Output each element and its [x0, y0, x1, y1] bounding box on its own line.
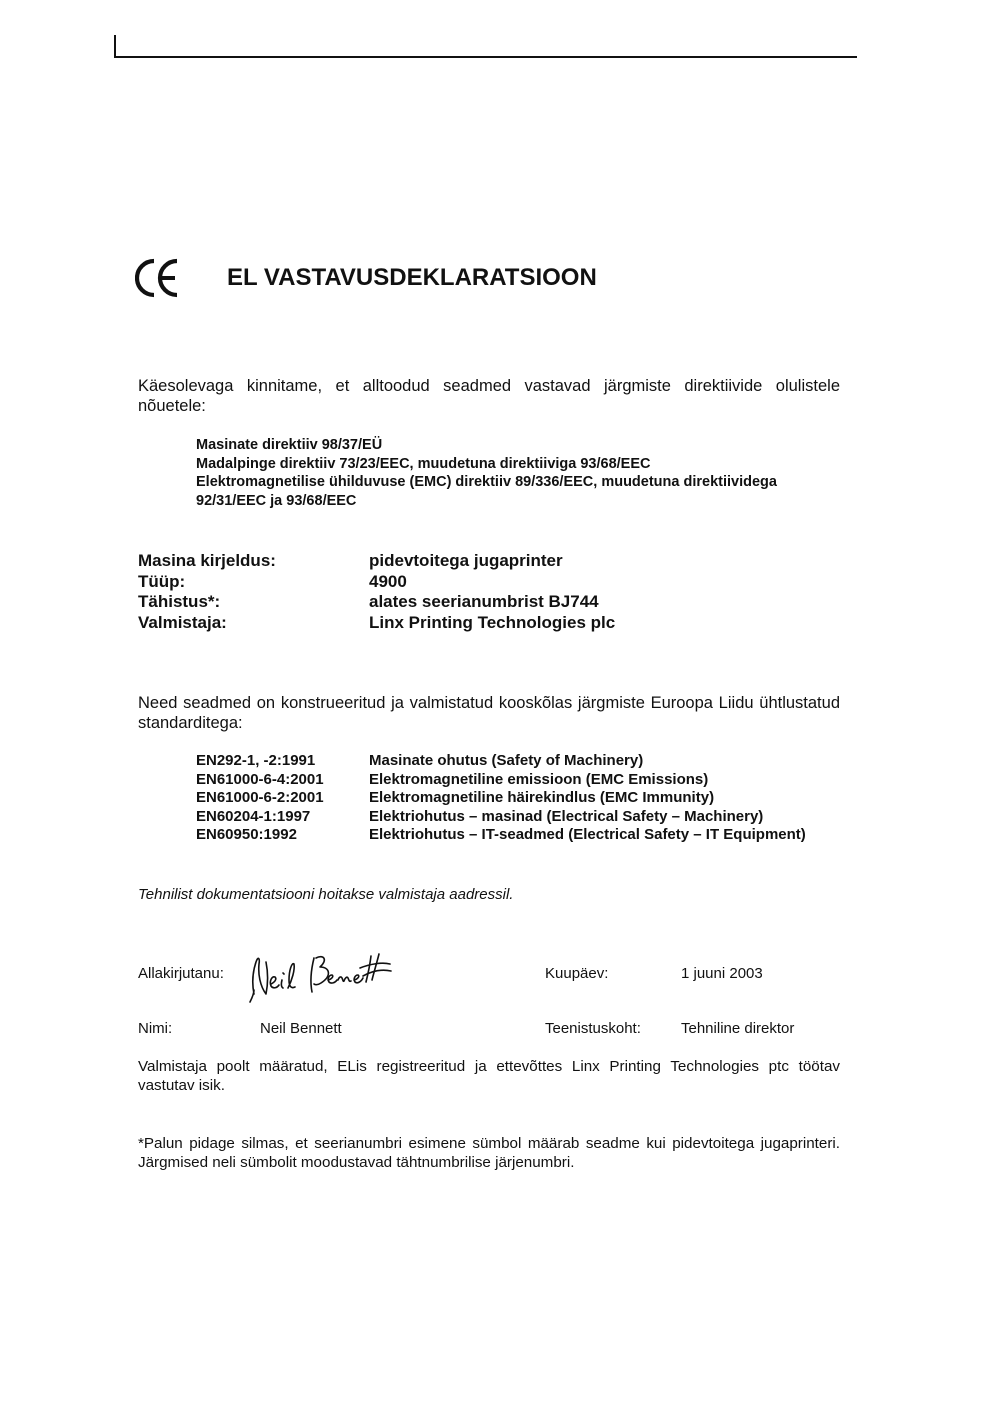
name-value: Neil Bennett — [260, 1020, 342, 1037]
standard-description: Elektriohutus – IT-seadmed (Electrical Safety – IT Equipment) — [369, 826, 806, 844]
spec-row — [138, 572, 615, 593]
standard-row — [196, 752, 806, 771]
spec-label: Tähistus*: — [138, 592, 221, 611]
standard-code: EN60204-1:1997 — [196, 807, 311, 825]
header-rule — [114, 56, 857, 58]
standard-code: EN292-1, -2:1991 — [196, 752, 316, 769]
ce-mark-icon — [135, 257, 183, 299]
date-label: Kuupäev: — [545, 965, 609, 982]
responsible-person-note: Valmistaja poolt määratud, ELis registreeritud ja ettevõttes Linx Printing Technologies ptc töötav vastutav isik. — [138, 1058, 840, 1094]
spec-row — [138, 592, 615, 613]
standard-row — [196, 826, 806, 845]
intro-paragraph: Käesolevaga kinnitame, et alltoodud seadmed vastavad järgmiste direktiivide olulistele nõuetele: — [138, 377, 840, 415]
spec-value: pidevtoitega jugaprinter — [369, 551, 563, 570]
standard-description: Elektromagnetiline häirekindlus (EMC Immunity) — [369, 789, 715, 807]
standard-code: EN61000-6-2:2001 — [196, 789, 324, 807]
directives-list — [196, 436, 844, 510]
standard-description: Masinate ohutus (Safety of Machinery) — [369, 752, 644, 769]
date-value: 1 juuni 2003 — [681, 965, 763, 982]
directive-line: Madalpinge direktiiv 73/23/EEC, muudetuna direktiiviga 93/68/EEC — [196, 455, 651, 472]
standards-intro-paragraph: Need seadmed on konstrueeritud ja valmistatud kooskõlas järgmiste Euroopa Liidu ühtlustatud standarditega: — [138, 694, 840, 732]
page-title: EL VASTAVUSDEKLARATSIOON — [227, 264, 597, 291]
spec-label: Masina kirjeldus: — [138, 551, 276, 570]
machine-specs — [138, 551, 615, 633]
header-corner-rule — [114, 35, 116, 57]
directive-line: Masinate direktiiv 98/37/EÜ — [196, 437, 383, 453]
spec-row — [138, 551, 615, 572]
serial-number-footnote: *Palun pidage silmas, et seerianumbri esimene sümbol määrab seadme kui pidevtoitega jugaprinteri. Järgmised neli sümbolit moodustavad tähtnumbrilise järjenumbri. — [138, 1135, 840, 1171]
position-value: Tehniline direktor — [681, 1020, 795, 1037]
standard-code: EN61000-6-4:2001 — [196, 770, 324, 788]
handwritten-signature — [244, 940, 394, 1012]
position-label: Teenistuskoht: — [545, 1020, 641, 1037]
name-label: Nimi: — [138, 1020, 173, 1037]
technical-documentation-note: Tehnilist dokumentatsiooni hoitakse valmistaja aadressil. — [138, 886, 514, 903]
directive-line: Elektromagnetilise ühilduvuse (EMC) direktiiv 89/336/EEC, muudetuna direktiividega — [196, 474, 777, 490]
spec-value: 4900 — [369, 571, 407, 591]
spec-value: alates seerianumbrist BJ744 — [369, 592, 599, 611]
spec-label: Valmistaja: — [138, 612, 227, 632]
standard-row — [196, 808, 806, 827]
standard-code: EN60950:1992 — [196, 826, 297, 844]
standard-description: Elektriohutus – masinad (Electrical Safety – Machinery) — [369, 807, 764, 825]
standards-list — [196, 752, 806, 845]
spec-value: Linx Printing Technologies plc — [369, 612, 616, 632]
standard-row — [196, 789, 806, 808]
spec-row — [138, 613, 615, 634]
directive-line: 92/31/EEC ja 93/68/EEC — [196, 492, 357, 509]
standard-row — [196, 771, 806, 790]
spec-label: Tüüp: — [138, 571, 186, 591]
standard-description: Elektromagnetiline emissioon (EMC Emissions) — [369, 770, 709, 788]
signature-label: Allakirjutanu: — [138, 965, 224, 982]
